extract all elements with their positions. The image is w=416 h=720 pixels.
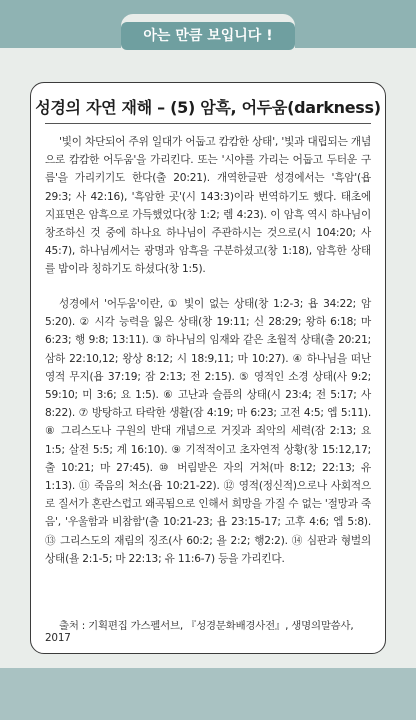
footer-band <box>0 668 416 720</box>
article-paragraph-2: 성경에서 '어두움'이란, ① 빛이 없는 상태(창 1:2-3; 욥 34:22; 암 5:20). ② 시각 능력을 잃은 상태(창 19:11; 신 28:29; 왕하 6:18; 마 6:23; 행 9:8; 13:11). ③ 하나님의 임재와 같은 초월적 상태(출 20:21; 삼하 22:10,12; 왕상 8:12; 시 18:9,11; 마 10:27). ④ 하나님을 떠난 영적 무지(욥 37:19; 잠 2:13; 전 2:15). ⑤ 영적인 소경 상태(사 9:2; 59:10; 미 3:6; 요 1:5). ⑥ 고난과 슬픔의 상태(시 23:4; 전 5:17; 사 8:22). ⑦ 방탕하고 타락한 생활(잠 4:19; 마 6:23; 고전 4:5; 엡 5:11). ⑧ 그리스도나 구원의 반대 개념으로 거짓과 죄악의 세력(잠 2:13; 요 1:5; 살전 5:5; 계 16:10). ⑨ 기적적이고 초자연적 상황(창 15:12,17; 출 10:21; 마 27:45). ⑩ 버림받은 자의 거처(마 8:12; 22:13; 유 1:13). ⑪ 죽음의 처소(욥 10:21-22). ⑫ 영적(정신적)으로나 사회적으로 질서가 혼란스럽고 왜곡됨으로 인해서 희망을 가질 수 없는 '절망과 죽음', '우울함과 비참함'(출 10:21-23; 욥 23:15-17; 고후 4:6; 엡 5:8). ⑬ 그리스도의 재림의 징조(사 60:2; 욜 2:2; 행2:2). ⑭ 심판과 형벌의 상태(욜 2:1-5; 마 22:13; 유 11:6-7) 등을 가리킨다. <box>45 298 371 565</box>
article-paragraph-1: '빛이 차단되어 주위 일대가 어둡고 캄캄한 상태', '빛과 대립되는 개념으로 캄캄한 어두움'을 가리킨다. 또는 '시야를 가리는 어둡고 두터운 구름'을 가리키기도 한다(출 20:21). 개역한글판 성경에서는 '흑암'(욥 29:3; 사 42:16), '흑암한 곳'(시 143:3)이라 번역하기도 했다. 태초에 지표면은 암흑으로 가득했었다(창 1:2; 렘 4:23). 이 암흑 역시 하나님이 창조하신 것 중에 하나요 하나님이 주관하시는 것으로(시 104:20; 사 45:7), 하나님께서는 광명과 암흑을 구분하셨고(창 1:18), 암흑한 상태를 밤이라 칭하기도 하셨다(창 1:5). <box>45 136 371 276</box>
title-divider <box>45 123 371 124</box>
header-label: 아는 만큼 보입니다 ! <box>121 22 295 50</box>
article-title: 성경의 자연 재해 – (5) 암흑, 어두움(darkness) <box>35 98 381 117</box>
article-card <box>30 82 386 654</box>
source-citation: 출처 : 기획편집 가스펠서브, 『성경문화배경사전』, 생명의말씀사, 2017 <box>45 620 354 644</box>
